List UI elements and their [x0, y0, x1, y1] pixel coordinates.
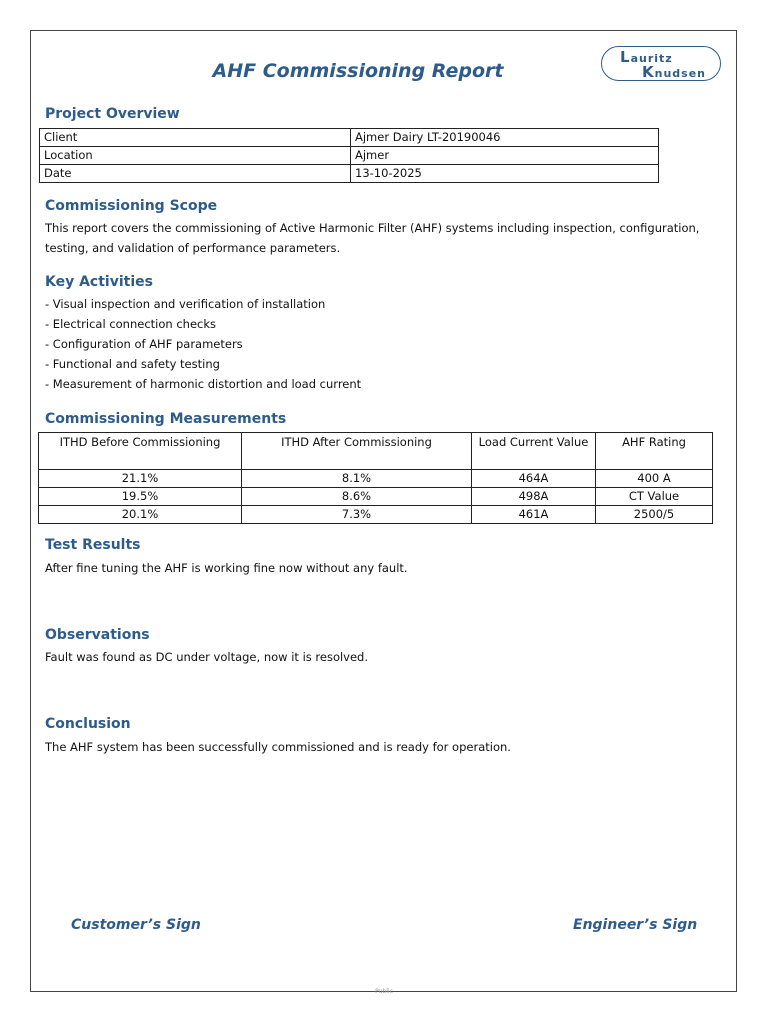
- report-title: AHF Commissioning Report: [212, 60, 504, 82]
- list-item: - Functional and safety testing: [45, 357, 220, 371]
- list-item: - Measurement of harmonic distortion and load current: [45, 377, 362, 391]
- logo-initial-k: K: [642, 63, 655, 81]
- overview-label-client: Client: [40, 129, 351, 147]
- table-cell: 8.1%: [242, 470, 472, 488]
- overview-value-client: Ajmer Dairy LT-20190046: [351, 129, 659, 147]
- table-cell: CT Value: [596, 488, 713, 506]
- company-logo: [601, 46, 721, 81]
- commissioning-scope-heading: Commissioning Scope: [45, 198, 218, 214]
- table-row: [39, 488, 713, 506]
- column-header-load-current: Load Current Value: [472, 433, 596, 470]
- table-cell: 20.1%: [39, 506, 242, 524]
- commissioning-scope-text: This report covers the commissioning of Active Harmonic Filter (AHF) systems including inspection, configuration, testing, and validation of performance parameters.: [45, 221, 700, 255]
- list-item: - Configuration of AHF parameters: [45, 337, 243, 351]
- overview-value-location: Ajmer: [351, 147, 659, 165]
- table-cell: 2500/5: [596, 506, 713, 524]
- table-cell: 8.6%: [242, 488, 472, 506]
- table-cell: 498A: [472, 488, 596, 506]
- column-header-ithd-before: ITHD Before Commissioning: [39, 433, 242, 470]
- list-item: - Electrical connection checks: [45, 317, 216, 331]
- table-row: [40, 147, 659, 165]
- table-row: [40, 129, 659, 147]
- project-overview-heading: Project Overview: [45, 106, 180, 122]
- table-row: [39, 506, 713, 524]
- test-results-text: After fine tuning the AHF is working fine now without any fault.: [45, 561, 408, 575]
- table-cell: 19.5%: [39, 488, 242, 506]
- overview-label-date: Date: [40, 165, 351, 183]
- project-overview-table: [39, 128, 659, 183]
- logo-initial-l: L: [620, 48, 631, 66]
- logo-text-line1: auritz: [630, 52, 673, 65]
- list-item: - Visual inspection and verification of installation: [45, 297, 326, 311]
- customer-sign-label: Customer’s Sign: [71, 917, 201, 933]
- table-header-row: [39, 433, 713, 470]
- observations-text: Fault was found as DC under voltage, now it is resolved.: [45, 650, 369, 664]
- table-row: [39, 470, 713, 488]
- conclusion-heading: Conclusion: [45, 716, 131, 732]
- column-header-ithd-after: ITHD After Commissioning: [242, 433, 472, 470]
- logo-text-line2: nudsen: [654, 67, 706, 80]
- overview-value-date: 13-10-2025: [351, 165, 659, 183]
- table-cell: 464A: [472, 470, 596, 488]
- conclusion-text: The AHF system has been successfully commissioned and is ready for operation.: [45, 740, 511, 754]
- table-cell: 21.1%: [39, 470, 242, 488]
- key-activities-list: [45, 294, 361, 394]
- measurements-table: [38, 432, 713, 524]
- column-header-ahf-rating: AHF Rating: [596, 433, 713, 470]
- table-row: [40, 165, 659, 183]
- classification-label: Public: [375, 988, 393, 995]
- engineer-sign-label: Engineer’s Sign: [573, 917, 698, 933]
- observations-heading: Observations: [45, 627, 150, 643]
- table-cell: 400 A: [596, 470, 713, 488]
- commissioning-measurements-heading: Commissioning Measurements: [45, 411, 287, 427]
- overview-label-location: Location: [40, 147, 351, 165]
- table-cell: 461A: [472, 506, 596, 524]
- test-results-heading: Test Results: [45, 537, 141, 553]
- key-activities-heading: Key Activities: [45, 274, 153, 290]
- table-cell: 7.3%: [242, 506, 472, 524]
